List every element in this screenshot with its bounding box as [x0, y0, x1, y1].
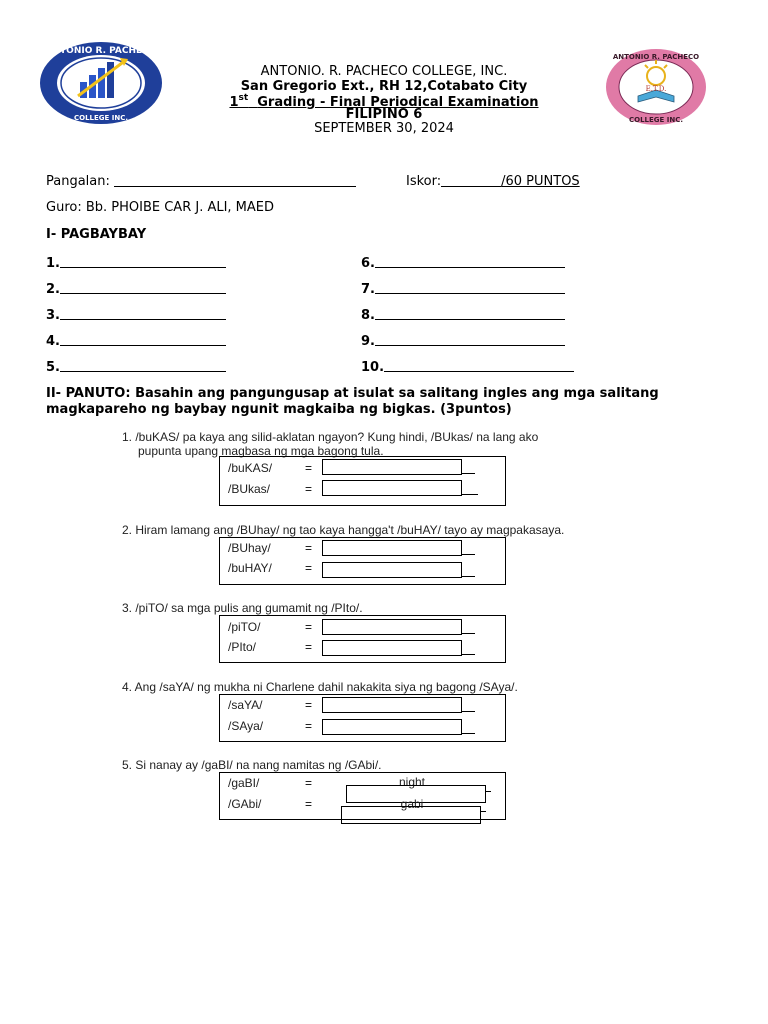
score-field[interactable] [406, 174, 580, 189]
q2-answer-2-line [461, 576, 475, 577]
q1-word-2: /BUkas/ [228, 482, 271, 496]
part1-title: I- PAGBAYBAY [46, 227, 147, 242]
q4-answer-1[interactable] [322, 697, 462, 713]
q4-word-2: /SAya/ [228, 719, 264, 733]
q4-word-1: /saYA/ [228, 698, 263, 712]
name-field[interactable] [46, 174, 356, 189]
q5-answer-2-text: gabi [400, 797, 424, 811]
q4-eq-2: = [305, 719, 313, 733]
logo-right-text-bottom: COLLEGE INC. [628, 116, 684, 124]
question-2-sentence: 2. Hiram lamang ang /BUhay/ ng tao kaya hangga't /buHAY/ tayo ay magpakasaya. [122, 523, 565, 537]
spelling-item-8[interactable]: 8. [361, 307, 565, 323]
score-total: /60 PUNTOS [501, 174, 580, 189]
spelling-item-9[interactable]: 9. [361, 333, 565, 349]
q1-eq-1: = [305, 461, 313, 475]
exam-title-text: Grading - Final Periodical Examination [257, 95, 539, 110]
q5-word-2: /GAbi/ [228, 797, 262, 811]
spelling-item-10[interactable]: 10. [361, 359, 574, 375]
spelling-item-5[interactable]: 5. [46, 359, 226, 375]
subject-title: FILIPINO 6 [345, 107, 423, 122]
q4-answer-2-line [461, 733, 475, 734]
q3-answer-2-line [461, 654, 475, 655]
spelling-item-7[interactable]: 7. [361, 281, 565, 297]
q5-answer-2-line [480, 811, 486, 812]
logo-right-center-text: E.T.D. [645, 85, 667, 93]
q5-answer-1-text: night [398, 775, 426, 789]
q5-answer-1-line [485, 791, 491, 792]
exam-grading-number: 1st [229, 93, 249, 110]
score-blank[interactable] [441, 174, 501, 187]
q3-answer-1[interactable] [322, 619, 462, 635]
q2-answer-1[interactable] [322, 540, 462, 556]
q2-eq-2: = [305, 561, 313, 575]
q1-word-1: /buKAS/ [228, 461, 273, 475]
q1-answer-1-line [461, 473, 475, 474]
spelling-item-2[interactable]: 2. [46, 281, 226, 297]
q2-answer-2[interactable] [322, 562, 462, 578]
spelling-item-3[interactable]: 3. [46, 307, 226, 323]
part2-instructions: II- PANUTO: Basahin ang pangungusap at isulat sa salitang ingles ang mga salitang magkapareho ng baybay ngunit magkaiba ng bigkas. (3puntos) [46, 386, 659, 417]
q3-word-2: /PIto/ [228, 640, 257, 654]
q4-answer-2[interactable] [322, 719, 462, 735]
q3-eq-1: = [305, 620, 313, 634]
q5-answer-2[interactable] [341, 806, 481, 824]
college-name: ANTONIO. R. PACHECO COLLEGE, INC. [260, 64, 508, 79]
q4-answer-1-line [461, 711, 475, 712]
exam-date: SEPTEMBER 30, 2024 [314, 121, 454, 136]
q3-answer-1-line [461, 633, 475, 634]
spelling-item-1[interactable]: 1. [46, 255, 226, 271]
spelling-item-6[interactable]: 6. [361, 255, 565, 271]
q2-word-2: /buHAY/ [228, 561, 272, 575]
q5-word-1: /gaBI/ [228, 776, 260, 790]
q1-answer-1[interactable] [322, 459, 462, 475]
q2-word-1: /BUhay/ [228, 541, 271, 555]
logo-right-text-top: ANTONIO R. PACHECO [612, 53, 700, 61]
name-label: Pangalan: [46, 174, 110, 189]
q4-eq-1: = [305, 698, 313, 712]
question-3-sentence: 3. /piTO/ sa mga pulis ang gumamit ng /PIto/. [122, 601, 363, 615]
q2-answer-1-line [461, 554, 475, 555]
question-4-sentence: 4. Ang /saYA/ ng mukha ni Charlene dahil nakakita siya ng bagong /SAya/. [122, 680, 518, 694]
spelling-item-4[interactable]: 4. [46, 333, 226, 349]
q3-eq-2: = [305, 640, 313, 654]
question-1-sentence-line2: pupunta upang magbasa ng mga bagong tula. [138, 444, 384, 458]
logo-left-text-bottom: COLLEGE INC. [73, 114, 129, 122]
q1-answer-2[interactable] [322, 480, 462, 496]
question-5-sentence: 5. Si nanay ay /gaBI/ na nang namitas ng /GAbi/. [122, 758, 382, 772]
teacher-name: Guro: Bb. PHOIBE CAR J. ALI, MAED [46, 200, 275, 215]
q2-eq-1: = [305, 541, 313, 555]
name-blank[interactable] [114, 174, 356, 187]
q3-word-1: /piTO/ [228, 620, 261, 634]
logo-left-text-top: ANTONIO R. PACHECO [45, 46, 157, 56]
q3-answer-2[interactable] [322, 640, 462, 656]
q1-answer-2-line [461, 494, 478, 495]
q5-eq-2: = [305, 797, 313, 811]
q1-eq-2: = [305, 482, 313, 496]
college-address: San Gregorio Ext., RH 12,Cotabato City [240, 79, 528, 94]
question-1-sentence-line1: 1. /buKAS/ pa kaya ang silid-aklatan ngayon? Kung hindi, /BUkas/ na lang ako [122, 430, 539, 444]
q5-eq-1: = [305, 776, 313, 790]
score-label: Iskor: [406, 174, 442, 189]
